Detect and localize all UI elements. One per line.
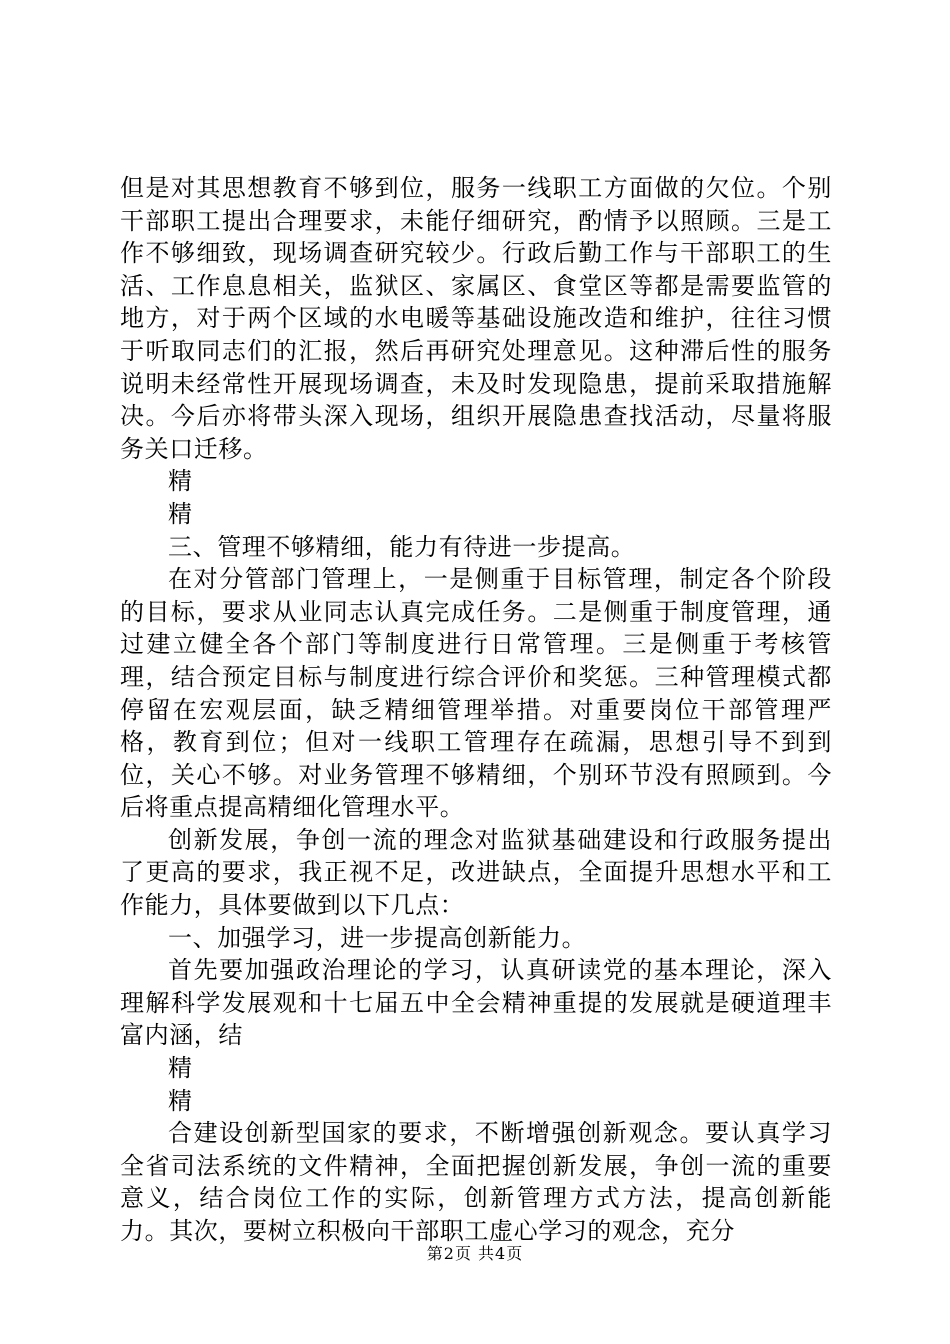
paragraph-continuation: 但是对其思想教育不够到位，服务一线职工方面做的欠位。个别干部职工提出合理要求，未能仔细研究，酌情予以照顾。三是工作不够细致，现场调查研究较少。行政后勤工作与干部职工的生活、工作息息相关，监狱区、家属区、食堂区等都是需要监管的地方，对于两个区域的水电暖等基础设施改造和维护，往往习惯于听取同志们的汇报，然后再研究处理意见。这种滞后性的服务说明未经常性开展现场调查，未及时发现隐患，提前采取措施解决。今后亦将带头深入现场，组织开展隐患查找活动，尽量将服务关口迁移。 bbox=[120, 174, 832, 463]
paragraph: 创新发展，争创一流的理念对监狱基础建设和行政服务提出了更高的要求，我正视不足，改进缺点，全面提升思想水平和工作能力，具体要做到以下几点： bbox=[120, 825, 832, 920]
paragraph: 合建设创新型国家的要求，不断增强创新观念。要认真学习全省司法系统的文件精神，全面把握创新发展，争创一流的重要意义，结合岗位工作的实际，创新管理方式方法，提高创新能力。其次，要树立积极向干部职工虚心学习的观念，充分 bbox=[120, 1119, 832, 1245]
watermark-line: 精 bbox=[168, 499, 193, 528]
watermark-line: 精 bbox=[168, 1054, 193, 1083]
section-heading: 三、管理不够精细，能力有待进一步提高。 bbox=[168, 532, 636, 561]
paragraph: 首先要加强政治理论的学习，认真研读党的基本理论，深入理解科学发展观和十七届五中全会精神重提的发展就是硬道理丰富内涵，结 bbox=[120, 956, 832, 1050]
section-heading: 一、加强学习，进一步提高创新能力。 bbox=[168, 923, 587, 952]
document-body bbox=[120, 172, 832, 1248]
page-footer: 第2页 共4页 bbox=[426, 1244, 524, 1263]
watermark-line: 精 bbox=[168, 1086, 193, 1115]
watermark-line: 精 bbox=[168, 467, 193, 496]
paragraph: 在对分管部门管理上，一是侧重于目标管理，制定各个阶段的目标，要求从业同志认真完成任务。二是侧重于制度管理，通过建立健全各个部门等制度进行日常管理。三是侧重于考核管理，结合预定目标与制度进行综合评价和奖惩。三种管理模式都停留在宏观层面，缺乏精细管理举措。对重要岗位干部管理严格，教育到位；但对一线职工管理存在疏漏，思想引导不到到位，关心不够。对业务管理不够精细，个别环节没有照顾到。今后将重点提高精细化管理水平。 bbox=[120, 565, 832, 822]
